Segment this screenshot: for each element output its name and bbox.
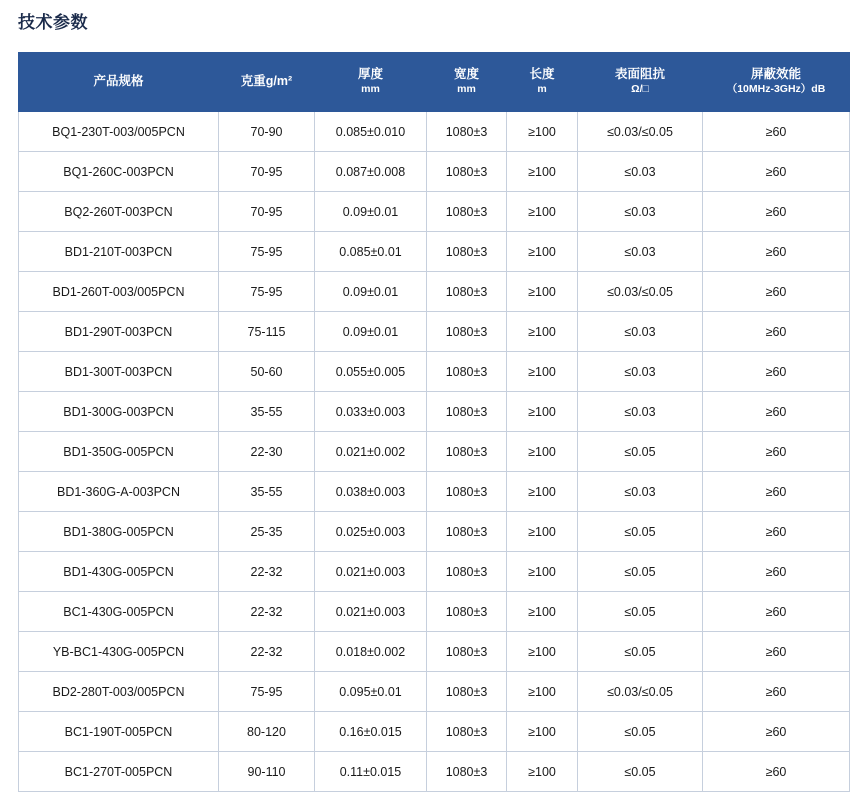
- cell-weight: 70-95: [219, 152, 315, 192]
- cell-weight: 75-95: [219, 272, 315, 312]
- cell-surface-resistance: ≤0.05: [578, 512, 703, 552]
- cell-shielding-effectiveness: ≥60: [703, 552, 850, 592]
- cell-thickness: 0.018±0.002: [315, 632, 427, 672]
- cell-weight: 75-95: [219, 672, 315, 712]
- cell-product-spec: BC1-270T-005PCN: [19, 752, 219, 792]
- spec-table-container: [18, 52, 849, 792]
- cell-thickness: 0.038±0.003: [315, 472, 427, 512]
- table-header-row: [19, 53, 850, 112]
- cell-product-spec: BQ2-260T-003PCN: [19, 192, 219, 232]
- column-header-unit: m: [537, 82, 547, 95]
- table-row: [19, 632, 850, 672]
- table-row: [19, 192, 850, 232]
- cell-surface-resistance: ≤0.03/≤0.05: [578, 272, 703, 312]
- cell-width: 1080±3: [427, 312, 507, 352]
- cell-product-spec: BD1-430G-005PCN: [19, 552, 219, 592]
- cell-length: ≥100: [507, 512, 578, 552]
- column-header-main: 宽度: [453, 67, 479, 82]
- cell-thickness: 0.055±0.005: [315, 352, 427, 392]
- cell-surface-resistance: ≤0.05: [578, 592, 703, 632]
- cell-length: ≥100: [507, 152, 578, 192]
- cell-weight: 50-60: [219, 352, 315, 392]
- cell-width: 1080±3: [427, 672, 507, 712]
- page-title: 技术参数: [18, 13, 88, 32]
- cell-shielding-effectiveness: ≥60: [703, 472, 850, 512]
- cell-product-spec: BD1-290T-003PCN: [19, 312, 219, 352]
- cell-weight: 35-55: [219, 472, 315, 512]
- cell-product-spec: BD1-350G-005PCN: [19, 432, 219, 472]
- column-header-width: [427, 53, 507, 112]
- cell-surface-resistance: ≤0.05: [578, 432, 703, 472]
- cell-surface-resistance: ≤0.03: [578, 152, 703, 192]
- cell-weight: 70-95: [219, 192, 315, 232]
- table-row: [19, 552, 850, 592]
- table-row: [19, 352, 850, 392]
- cell-weight: 22-30: [219, 432, 315, 472]
- table-row: [19, 592, 850, 632]
- table-row: [19, 272, 850, 312]
- cell-shielding-effectiveness: ≥60: [703, 152, 850, 192]
- cell-shielding-effectiveness: ≥60: [703, 272, 850, 312]
- table-row: [19, 512, 850, 552]
- cell-weight: 70-90: [219, 112, 315, 152]
- cell-surface-resistance: ≤0.03: [578, 472, 703, 512]
- column-header-main: 屏蔽效能: [750, 67, 801, 82]
- cell-shielding-effectiveness: ≥60: [703, 512, 850, 552]
- cell-thickness: 0.021±0.002: [315, 432, 427, 472]
- cell-weight: 90-110: [219, 752, 315, 792]
- cell-thickness: 0.11±0.015: [315, 752, 427, 792]
- cell-product-spec: YB-BC1-430G-005PCN: [19, 632, 219, 672]
- cell-thickness: 0.09±0.01: [315, 272, 427, 312]
- cell-product-spec: BC1-190T-005PCN: [19, 712, 219, 752]
- cell-surface-resistance: ≤0.03/≤0.05: [578, 672, 703, 712]
- cell-shielding-effectiveness: ≥60: [703, 432, 850, 472]
- cell-width: 1080±3: [427, 152, 507, 192]
- cell-length: ≥100: [507, 312, 578, 352]
- cell-product-spec: BD1-260T-003/005PCN: [19, 272, 219, 312]
- cell-length: ≥100: [507, 752, 578, 792]
- cell-shielding-effectiveness: ≥60: [703, 192, 850, 232]
- cell-weight: 35-55: [219, 392, 315, 432]
- cell-thickness: 0.085±0.010: [315, 112, 427, 152]
- column-header-main: 克重g/m²: [240, 74, 293, 89]
- column-header-shielding-effectiveness: [703, 53, 850, 112]
- cell-shielding-effectiveness: ≥60: [703, 592, 850, 632]
- cell-width: 1080±3: [427, 192, 507, 232]
- cell-width: 1080±3: [427, 592, 507, 632]
- cell-surface-resistance: ≤0.05: [578, 552, 703, 592]
- cell-product-spec: BQ1-230T-003/005PCN: [19, 112, 219, 152]
- cell-product-spec: BQ1-260C-003PCN: [19, 152, 219, 192]
- cell-length: ≥100: [507, 472, 578, 512]
- cell-weight: 75-95: [219, 232, 315, 272]
- cell-surface-resistance: ≤0.03/≤0.05: [578, 112, 703, 152]
- cell-thickness: 0.085±0.01: [315, 232, 427, 272]
- cell-length: ≥100: [507, 232, 578, 272]
- column-header-unit: （10MHz-3GHz）dB: [726, 82, 826, 95]
- cell-thickness: 0.021±0.003: [315, 592, 427, 632]
- cell-width: 1080±3: [427, 392, 507, 432]
- column-header-thickness: [315, 53, 427, 112]
- table-row: [19, 432, 850, 472]
- cell-weight: 25-35: [219, 512, 315, 552]
- cell-product-spec: BD2-280T-003/005PCN: [19, 672, 219, 712]
- column-header-weight: [219, 53, 315, 112]
- cell-width: 1080±3: [427, 232, 507, 272]
- cell-length: ≥100: [507, 192, 578, 232]
- cell-width: 1080±3: [427, 552, 507, 592]
- cell-shielding-effectiveness: ≥60: [703, 352, 850, 392]
- cell-shielding-effectiveness: ≥60: [703, 672, 850, 712]
- column-header-surface-resistance: [578, 53, 703, 112]
- table-row: [19, 392, 850, 432]
- column-header-length: [507, 53, 578, 112]
- table-row: [19, 472, 850, 512]
- cell-weight: 22-32: [219, 632, 315, 672]
- cell-surface-resistance: ≤0.05: [578, 712, 703, 752]
- table-row: [19, 312, 850, 352]
- cell-width: 1080±3: [427, 432, 507, 472]
- cell-shielding-effectiveness: ≥60: [703, 312, 850, 352]
- table-row: [19, 152, 850, 192]
- cell-thickness: 0.16±0.015: [315, 712, 427, 752]
- cell-product-spec: BD1-360G-A-003PCN: [19, 472, 219, 512]
- cell-weight: 22-32: [219, 552, 315, 592]
- cell-width: 1080±3: [427, 752, 507, 792]
- cell-surface-resistance: ≤0.03: [578, 192, 703, 232]
- cell-thickness: 0.09±0.01: [315, 312, 427, 352]
- column-header-unit: mm: [361, 82, 380, 95]
- cell-shielding-effectiveness: ≥60: [703, 752, 850, 792]
- cell-thickness: 0.021±0.003: [315, 552, 427, 592]
- cell-length: ≥100: [507, 632, 578, 672]
- table-body: [19, 112, 850, 792]
- column-header-main: 厚度: [357, 67, 383, 82]
- cell-surface-resistance: ≤0.05: [578, 632, 703, 672]
- cell-shielding-effectiveness: ≥60: [703, 232, 850, 272]
- cell-product-spec: BD1-210T-003PCN: [19, 232, 219, 272]
- cell-length: ≥100: [507, 432, 578, 472]
- cell-shielding-effectiveness: ≥60: [703, 392, 850, 432]
- cell-width: 1080±3: [427, 632, 507, 672]
- cell-thickness: 0.033±0.003: [315, 392, 427, 432]
- cell-thickness: 0.095±0.01: [315, 672, 427, 712]
- cell-shielding-effectiveness: ≥60: [703, 112, 850, 152]
- cell-surface-resistance: ≤0.03: [578, 312, 703, 352]
- cell-surface-resistance: ≤0.05: [578, 752, 703, 792]
- column-header-main: 长度: [529, 67, 555, 82]
- cell-weight: 22-32: [219, 592, 315, 632]
- cell-product-spec: BD1-300T-003PCN: [19, 352, 219, 392]
- cell-length: ≥100: [507, 392, 578, 432]
- cell-surface-resistance: ≤0.03: [578, 392, 703, 432]
- column-header-unit: Ω/□: [631, 82, 649, 95]
- cell-shielding-effectiveness: ≥60: [703, 632, 850, 672]
- table-row: [19, 752, 850, 792]
- cell-length: ≥100: [507, 672, 578, 712]
- cell-width: 1080±3: [427, 272, 507, 312]
- cell-product-spec: BD1-380G-005PCN: [19, 512, 219, 552]
- cell-width: 1080±3: [427, 112, 507, 152]
- table-header: [19, 53, 850, 112]
- cell-weight: 80-120: [219, 712, 315, 752]
- cell-length: ≥100: [507, 352, 578, 392]
- cell-thickness: 0.09±0.01: [315, 192, 427, 232]
- cell-product-spec: BD1-300G-003PCN: [19, 392, 219, 432]
- cell-surface-resistance: ≤0.03: [578, 352, 703, 392]
- table-row: [19, 672, 850, 712]
- cell-shielding-effectiveness: ≥60: [703, 712, 850, 752]
- column-header-main: 表面阻抗: [614, 67, 665, 82]
- cell-length: ≥100: [507, 112, 578, 152]
- cell-thickness: 0.025±0.003: [315, 512, 427, 552]
- cell-length: ≥100: [507, 712, 578, 752]
- cell-width: 1080±3: [427, 472, 507, 512]
- column-header-product-spec: [19, 53, 219, 112]
- cell-thickness: 0.087±0.008: [315, 152, 427, 192]
- column-header-main: 产品规格: [93, 74, 144, 89]
- technical-spec-table: [18, 52, 850, 792]
- column-header-unit: mm: [457, 82, 476, 95]
- cell-weight: 75-115: [219, 312, 315, 352]
- cell-length: ≥100: [507, 272, 578, 312]
- cell-product-spec: BC1-430G-005PCN: [19, 592, 219, 632]
- cell-width: 1080±3: [427, 352, 507, 392]
- table-row: [19, 112, 850, 152]
- table-row: [19, 712, 850, 752]
- cell-width: 1080±3: [427, 712, 507, 752]
- cell-width: 1080±3: [427, 512, 507, 552]
- cell-length: ≥100: [507, 552, 578, 592]
- cell-length: ≥100: [507, 592, 578, 632]
- cell-surface-resistance: ≤0.03: [578, 232, 703, 272]
- table-row: [19, 232, 850, 272]
